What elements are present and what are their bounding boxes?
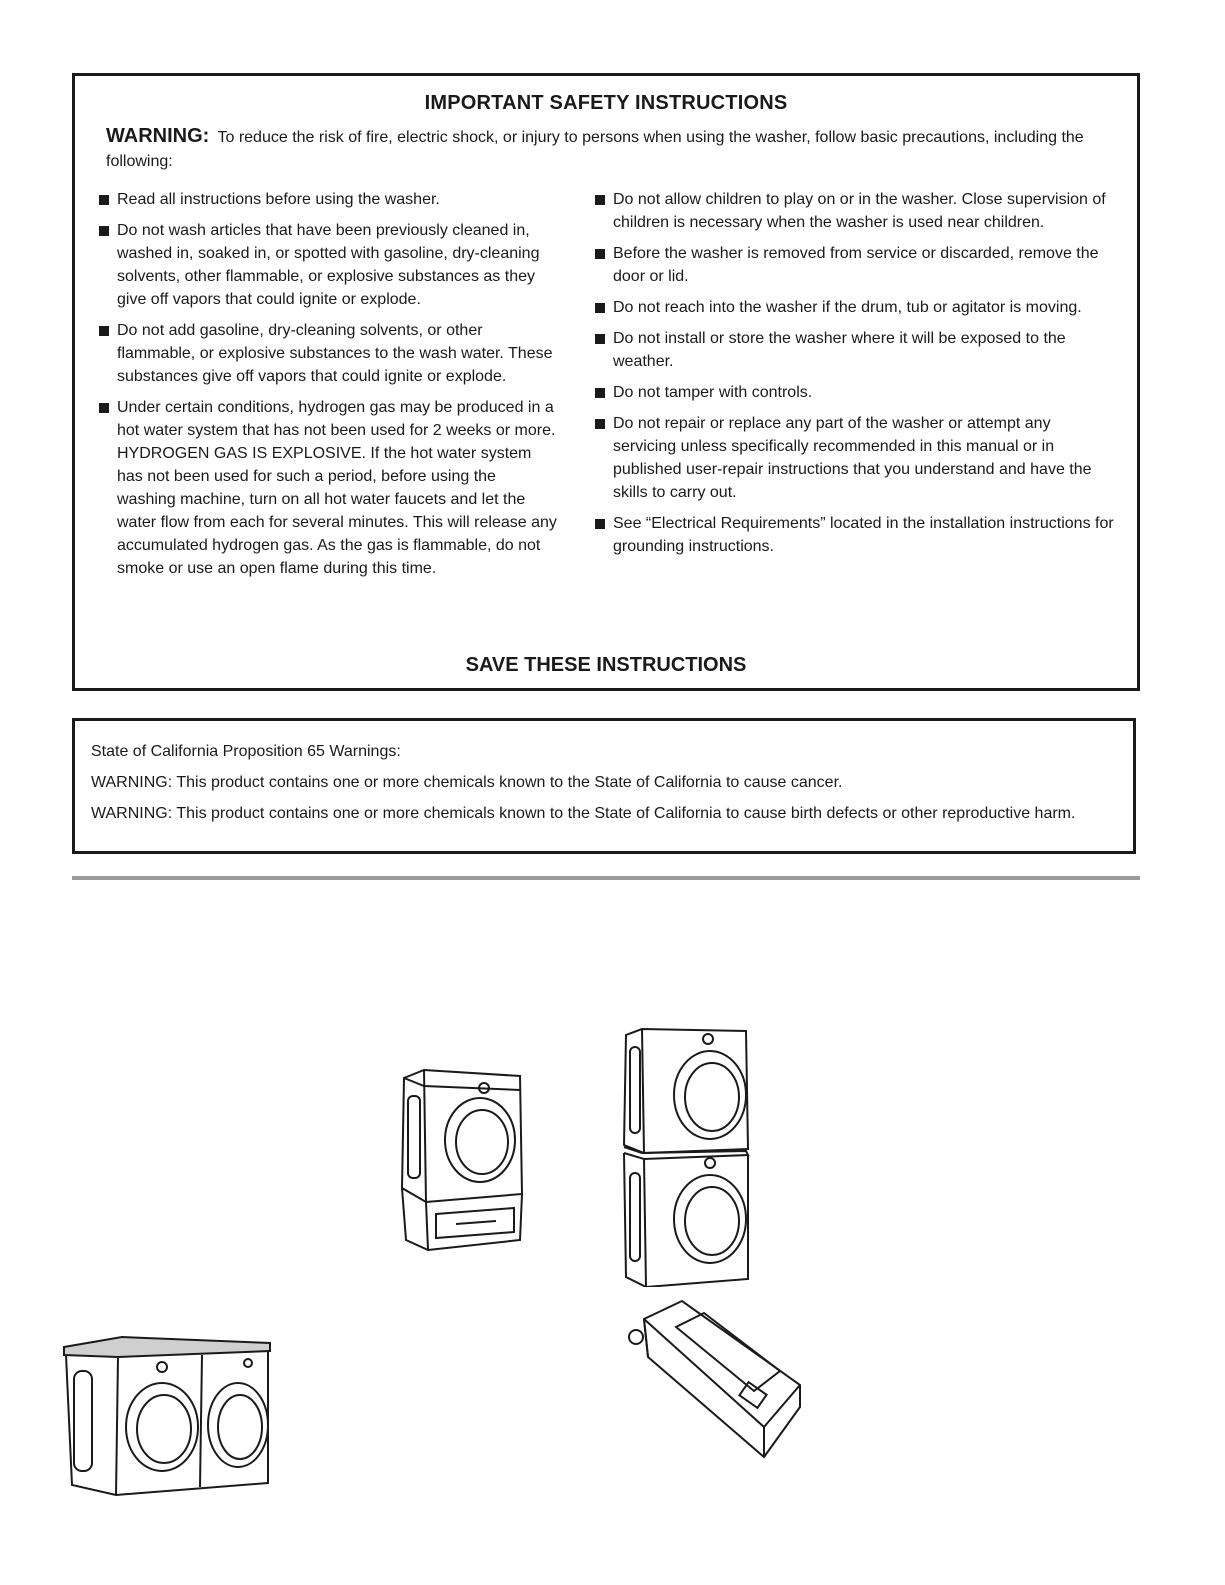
- bullet-square-icon: [595, 334, 605, 344]
- list-item: Do not reach into the washer if the drum, tub or agitator is moving.: [595, 296, 1115, 319]
- bullet-square-icon: [595, 519, 605, 529]
- warning-text: To reduce the risk of fire, electric shock, or injury to persons when using the washer, follow basic precautions, including the following:: [106, 129, 1084, 170]
- stacked-washer-dryer-illustration: [620, 1025, 752, 1287]
- safety-title: IMPORTANT SAFETY INSTRUCTIONS: [424, 92, 788, 114]
- save-instructions-title: SAVE THESE INSTRUCTIONS: [465, 654, 747, 676]
- bullet-square-icon: [595, 388, 605, 398]
- list-item: Under certain conditions, hydrogen gas may be produced in a hot water system that has not been used for 2 weeks or more. HYDROGEN GAS IS EXPLOSIVE. If the hot water system has not been used for such a period, before using the washing machine, turn on all hot water faucets and let the water flow from each for several minutes. This will release any accumulated hydrogen gas. As the gas is flammable, do not smoke or use an open flame during this time.: [99, 396, 559, 580]
- bullet-square-icon: [595, 249, 605, 259]
- bullet-square-icon: [595, 303, 605, 313]
- bullet-square-icon: [595, 195, 605, 205]
- warning-intro: [106, 124, 1106, 174]
- safety-list-right: [595, 188, 1115, 566]
- accessory-kit-illustration: [624, 1297, 806, 1465]
- list-item: Do not repair or replace any part of the washer or attempt any servicing unless specifically recommended in this manual or in published user-repair instructions that you understand and have the skills to carry out.: [595, 412, 1115, 504]
- prop65-birth-defects-warning: WARNING: This product contains one or more chemicals known to the State of California to cause birth defects or other reproductive harm.: [91, 805, 1076, 822]
- section-divider: [72, 876, 1140, 880]
- prop65-cancer-warning: WARNING: This product contains one or more chemicals known to the State of California to cause cancer.: [91, 774, 843, 791]
- safety-list-left: [99, 188, 559, 588]
- prop65-warning-box: [72, 718, 1136, 854]
- safety-instructions-box: [72, 73, 1140, 691]
- list-item: Do not install or store the washer where it will be exposed to the weather.: [595, 327, 1115, 373]
- warning-label: WARNING:: [106, 125, 210, 147]
- bullet-square-icon: [99, 403, 109, 413]
- prop65-heading: State of California Proposition 65 Warnings:: [91, 743, 401, 760]
- bullet-square-icon: [99, 326, 109, 336]
- list-item: Do not wash articles that have been previously cleaned in, washed in, soaked in, or spotted with gasoline, dry-cleaning solvents, other flammable, or explosive substances as they give off vapors that could ignite or explode.: [99, 219, 559, 311]
- bullet-square-icon: [99, 226, 109, 236]
- side-by-side-washer-dryer-illustration: [62, 1335, 274, 1497]
- list-item: See “Electrical Requirements” located in the installation instructions for grounding instructions.: [595, 512, 1115, 558]
- list-item: Do not add gasoline, dry-cleaning solvents, or other flammable, or explosive substances to the wash water. These substances give off vapors that could ignite or explode.: [99, 319, 559, 388]
- list-item: Before the washer is removed from service or discarded, remove the door or lid.: [595, 242, 1115, 288]
- list-item: Do not allow children to play on or in the washer. Close supervision of children is necessary when the washer is used near children.: [595, 188, 1115, 234]
- bullet-square-icon: [99, 195, 109, 205]
- washer-on-pedestal-illustration: [396, 1066, 526, 1251]
- bullet-square-icon: [595, 419, 605, 429]
- list-item: Read all instructions before using the washer.: [99, 188, 559, 211]
- list-item: Do not tamper with controls.: [595, 381, 1115, 404]
